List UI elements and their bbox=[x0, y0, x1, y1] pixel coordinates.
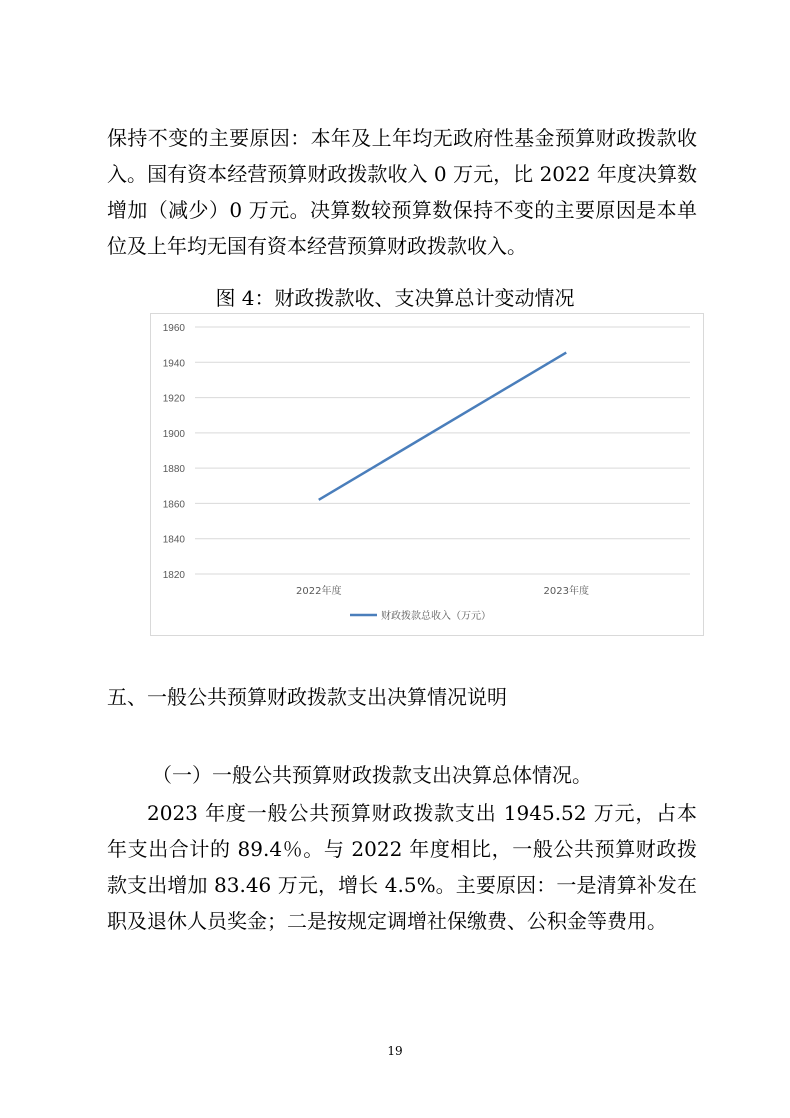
section-heading: 五、一般公共预算财政拨款支出决算情况说明 bbox=[107, 685, 507, 709]
y-tick-label: 1860 bbox=[162, 499, 185, 511]
y-tick-label: 1880 bbox=[162, 464, 185, 476]
x-tick-label: 2023年度 bbox=[543, 586, 589, 597]
line-chart bbox=[150, 313, 704, 636]
page-number: 19 bbox=[387, 1044, 403, 1058]
y-tick-label: 1900 bbox=[162, 428, 185, 440]
intro-paragraph: 保持不变的主要原因：本年及上年均无政府性基金预算财政拨款收入。国有资本经营预算财政拨款收入 0 万元，比 2022 年度决算数增加（减少）0 万元。决算数较预算数保持不变的主要原因是本单位及上年均无国有资本经营预算财政拨款收入。 bbox=[107, 126, 697, 258]
figure-title: 图 4：财政拨款收、支决算总计变动情况 bbox=[215, 286, 575, 310]
legend-label: 财政拨款总收入（万元） bbox=[381, 611, 491, 622]
subsection-heading: （一）一般公共预算财政拨款支出决算总体情况。 bbox=[152, 763, 592, 787]
y-tick-label: 1960 bbox=[162, 323, 185, 334]
body-paragraph: 2023 年度一般公共预算财政拨款支出 1945.52 万元，占本年支出合计的 89.4％。与 2022 年度相比，一般公共预算财政拨款支出增加 83.46 万元，增长 4.5%。主要原因：一是清算补发在职及退休人员奖金；二是按规定调增社保缴费、公积金等费用。 bbox=[107, 801, 697, 933]
y-tick-label: 1940 bbox=[162, 358, 185, 370]
y-tick-label: 1920 bbox=[162, 393, 185, 405]
y-tick-label: 1820 bbox=[162, 570, 185, 581]
x-tick-label: 2022年度 bbox=[296, 586, 342, 597]
y-tick-label: 1840 bbox=[162, 534, 185, 546]
chart-svg bbox=[150, 313, 704, 636]
